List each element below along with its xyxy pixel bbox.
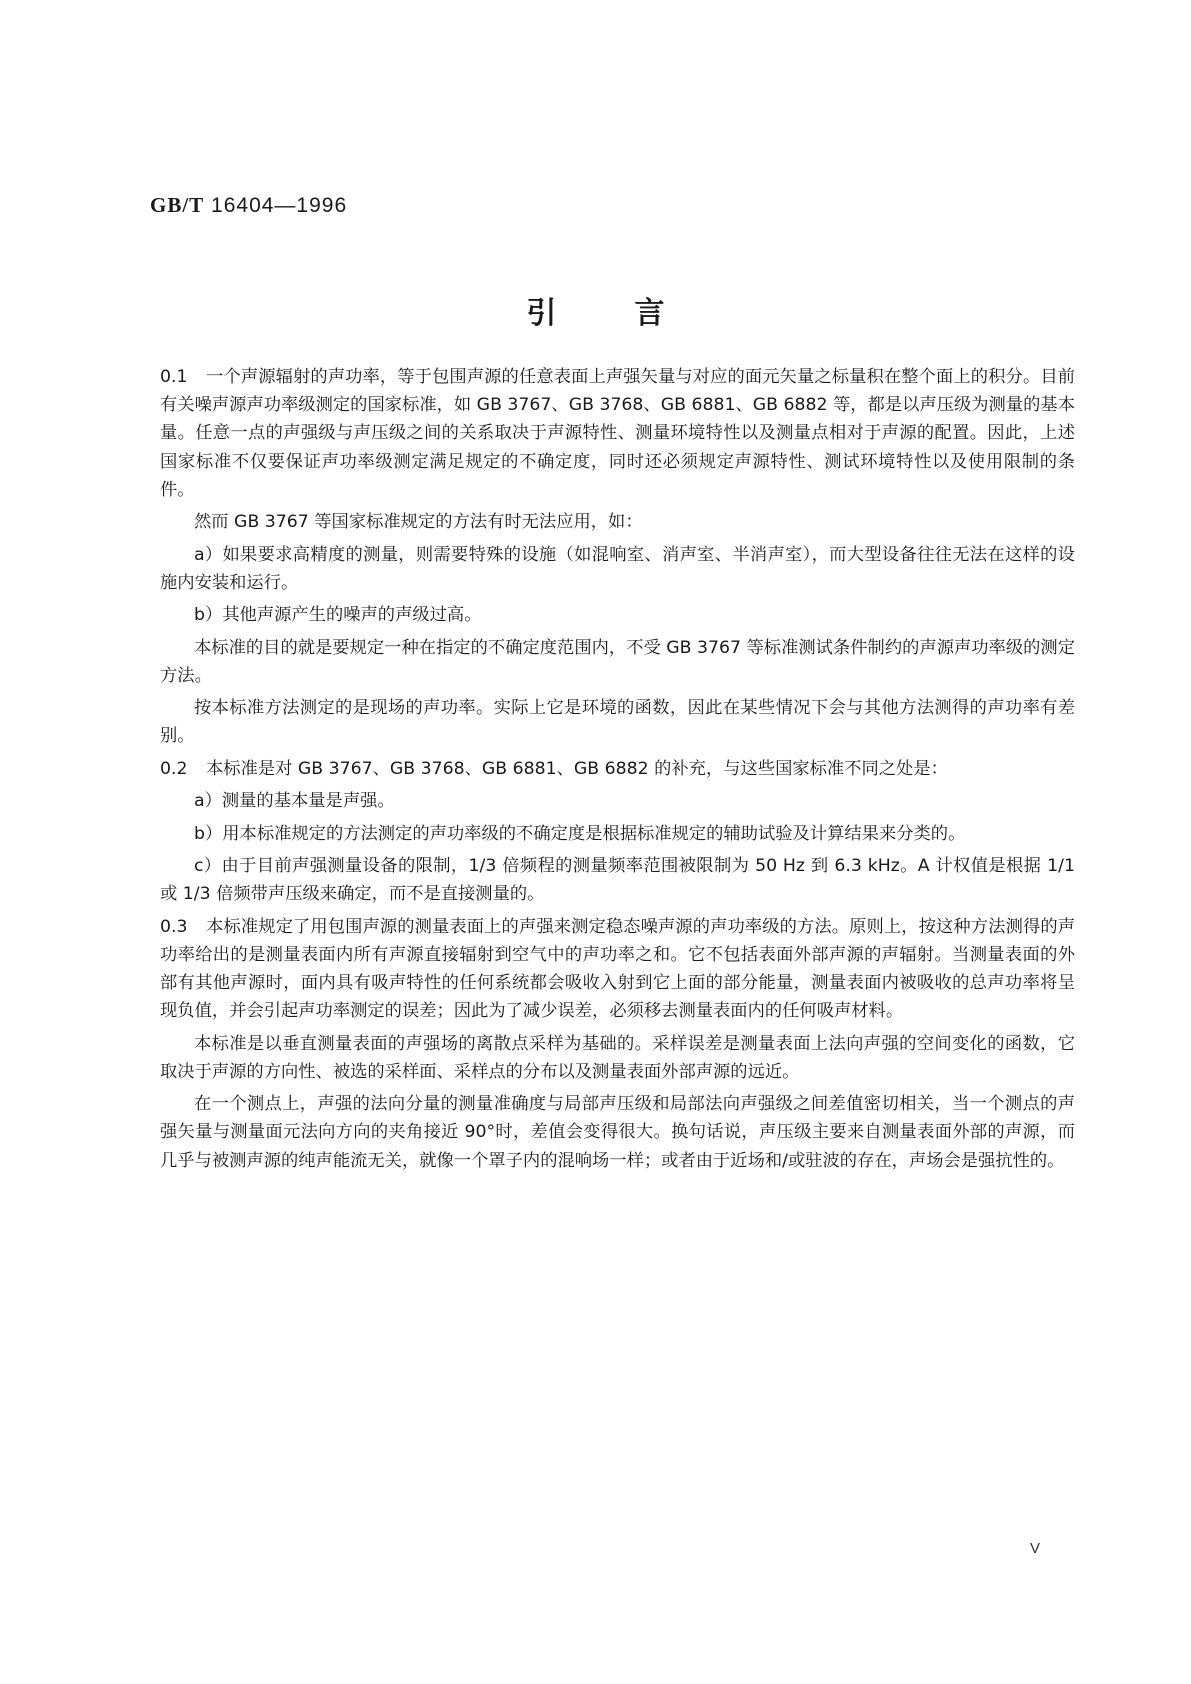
standard-header <box>150 193 347 218</box>
section-0-3-paragraph-1 <box>160 913 1075 1026</box>
section-0-2-paragraph-1 <box>160 755 1075 783</box>
document-body <box>160 363 1075 1179</box>
paragraph-text: 本标准规定了用包围声源的测量表面上的声强来测定稳态噪声源的声功率级的方法。原则上，按这种方法测得的声功率给出的是测量表面内所有声源直接辐射到空气中的声功率之和。它不包括表面外部声源的声辐射。当测量表面的外部有其他声源时，面内具有吸声特性的任何系统都会吸收入射到它上面的部分能量，测量表面内被吸收的总声功率将呈现负值，并会引起声功率测定的误差；因此为了减少误差，必须移去测量表面内的任何吸声材料。 <box>160 916 1075 1022</box>
section-0-2-item-b: b）用本标准规定的方法测定的声功率级的不确定度是根据标准规定的辅助试验及计算结果来分类的。 <box>194 823 966 844</box>
page-title: 引言 <box>526 296 743 331</box>
page-number: V <box>1030 1540 1041 1557</box>
section-0-2-item-a: a）测量的基本量是声强。 <box>194 791 395 812</box>
paragraph-text: 本标准是对 GB 3767、GB 3768、GB 6881、GB 6882 的补充，与这些国家标准不同之处是： <box>206 758 948 779</box>
section-number: 0.3 <box>160 916 188 937</box>
standard-number: 16404—1996 <box>211 194 348 217</box>
section-0-1-item-b: b）其他声源产生的噪声的声级过高。 <box>194 605 482 626</box>
paragraph-text: 一个声源辐射的声功率，等于包围声源的任意表面上声强矢量与对应的面元矢量之标量积在整个面上的积分。目前有关噪声源声功率级测定的国家标准，如 GB 3767、GB 3768、GB 6881、GB 6882 等，都是以声压级为测量的基本量。任意一点的声强级与声压级之间的关系取决于声源特性、测量环境特性以及测量点相对于声源的配置。因此，上述国家标准不仅要保证声功率级测定满足规定的不确定度，同时还必须规定声源特性、测试环境特性以及使用限制的条件。 <box>160 367 1075 500</box>
section-0-2-item-c: c）由于目前声强测量设备的限制，1/3 倍频程的测量频率范围被限制为 50 Hz 到 6.3 kHz。A 计权值是根据 1/1 或 1/3 倍频带声压级来确定，而不是直接测量的。 <box>160 855 1075 905</box>
section-number: 0.2 <box>160 758 188 779</box>
section-0-1-paragraph-1 <box>160 363 1075 504</box>
standard-prefix: GB/T <box>150 193 205 217</box>
section-0-3-paragraph-3: 在一个测点上，声强的法向分量的测量准确度与局部声压级和局部法向声强级之间差值密切相关，当一个测点的声强矢量与测量面元法向方向的夹角接近 90°时，差值会变得很大。换句话说，声压级主要来自测量表面外部的声源，而几乎与被测声源的纯声能流无关，就像一个罩子内的混响场一样；或者由于近场和/或驻波的存在，声场会是强抗性的。 <box>160 1094 1075 1171</box>
section-number: 0.1 <box>160 367 188 387</box>
section-0-3-paragraph-2: 本标准是以垂直测量表面的声强场的离散点采样为基础的。采样误差是测量表面上法向声强的空间变化的函数，它取决于声源的方向性、被选的采样面、采样点的分布以及测量表面外部声源的远近。 <box>160 1033 1075 1082</box>
section-0-1-paragraph-purpose: 本标准的目的就是要规定一种在指定的不确定度范围内，不受 GB 3767 等标准测试条件制约的声源声功率级的测定方法。 <box>160 637 1075 686</box>
section-0-1-item-a: a）如果要求高精度的测量，则需要特殊的设施（如混响室、消声室、半消声室），而大型设备往往无法在这样的设施内安装和运行。 <box>160 544 1075 593</box>
section-0-1-paragraph-field-power: 按本标准方法测定的是现场的声功率。实际上它是环境的函数，因此在某些情况下会与其他方法测得的声功率有差别。 <box>160 698 1075 747</box>
section-0-1-paragraph-2: 然而 GB 3767 等国家标准规定的方法有时无法应用，如： <box>194 512 643 533</box>
